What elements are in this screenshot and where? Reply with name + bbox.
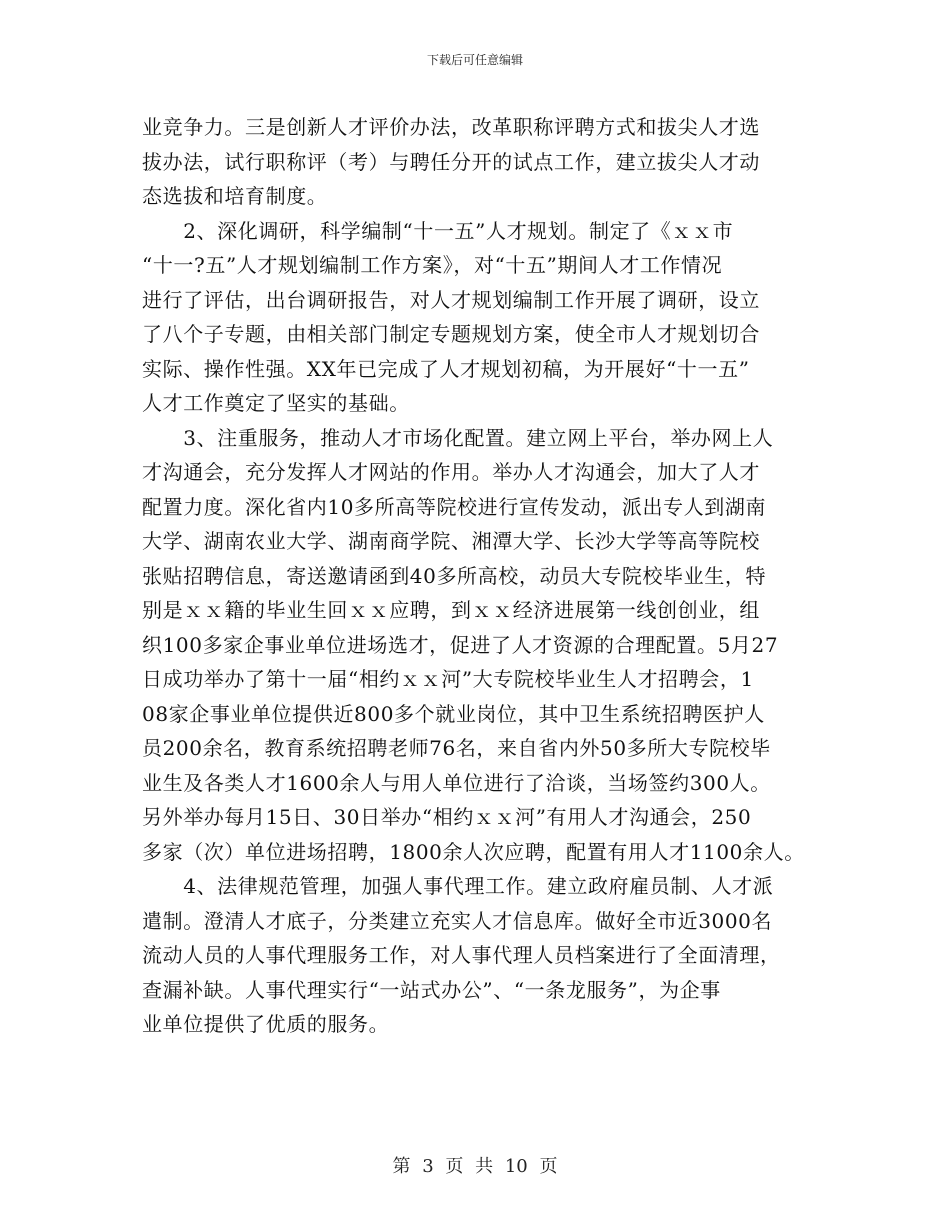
- text-line: 张贴招聘信息，寄送邀请函到40多所高校，动员大专院校毕业生，特: [142, 563, 767, 588]
- text-line: 多家（次）单位进场招聘，1800余人次应聘，配置有用人才1100余人。: [142, 839, 805, 864]
- text-line: 大学、湖南农业大学、湖南商学院、湘潭大学、长沙大学等高等院校: [142, 529, 760, 553]
- text-line: 流动人员的人事代理服务工作，对人事代理人员档案进行了全面清理，: [142, 943, 781, 967]
- page-number: 第 3 页 共 10 页: [392, 1156, 558, 1177]
- text-line: 织100多家企事业单位进场选才，促进了人才资源的合理配置。5月27: [142, 632, 779, 657]
- document-body: [142, 110, 822, 1042]
- text-line: 员200余名，教育系统招聘老师76名，来自省内外50多所大专院校毕: [142, 736, 771, 760]
- text-line: 才沟通会，充分发挥人才网站的作用。举办人才沟通会，加大了人才: [142, 460, 760, 484]
- text-line: 业生及各类人才1600余人与用人单位进行了洽谈，当场签约300人。: [142, 770, 771, 795]
- text-line: 进行了评估，出台调研报告，对人才规划编制工作开展了调研，设立: [142, 287, 760, 312]
- text-line: 2、深化调研，科学编制“十一五”人才规划。制定了《ｘｘ市: [142, 218, 734, 243]
- page-header: 下载后可任意编辑: [426, 53, 523, 67]
- text-line: 另外举办每月15日、30日举办“相约ｘｘ河”有用人才沟通会，250: [142, 805, 752, 829]
- text-line: 别是ｘｘ籍的毕业生回ｘｘ应聘，到ｘｘ经济进展第一线创创业，组: [142, 598, 760, 622]
- text-line: 查漏补缺。人事代理实行“一站式办公”、“一条龙服务”，为企事: [142, 977, 721, 1002]
- text-line: 业单位提供了优质的服务。: [142, 1012, 390, 1036]
- text-line: 3、注重服务，推动人才市场化配置。建立网上平台，举办网上人: [142, 425, 774, 450]
- text-line: 实际、操作性强。XX年已完成了人才规划初稿，为开展好“十一五”: [142, 356, 750, 381]
- text-line: 配置力度。深化省内10多所高等院校进行宣传发动，派出专人到湖南: [142, 494, 767, 519]
- text-line: 08家企事业单位提供近800多个就业岗位，其中卫生系统招聘医护人: [142, 701, 765, 726]
- text-line: 态选拔和培育制度。: [142, 184, 328, 208]
- text-line: 人才工作奠定了坚实的基础。: [142, 391, 410, 415]
- text-line: 日成功举办了第十一届“相约ｘｘ河”大专院校毕业生人才招聘会，1: [142, 667, 754, 691]
- text-line: “十一?五”人才规划编制工作方案》，对“十五”期间人才工作情况: [142, 253, 723, 277]
- text-line: 拔办法，试行职称评（考）与聘任分开的试点工作，建立拔尖人才动: [142, 149, 760, 174]
- text-line: 4、法律规范管理，加强人事代理工作。建立政府雇员制、人才派: [142, 874, 774, 898]
- text-line: 遣制。澄清人才底子，分类建立充实人才信息库。做好全市近3000名: [142, 908, 773, 933]
- text-line: 了八个子专题，由相关部门制定专题规划方案，使全市人才规划切合: [142, 322, 760, 346]
- text-line: 业竞争力。三是创新人才评价办法，改革职称评聘方式和拔尖人才选: [142, 115, 760, 139]
